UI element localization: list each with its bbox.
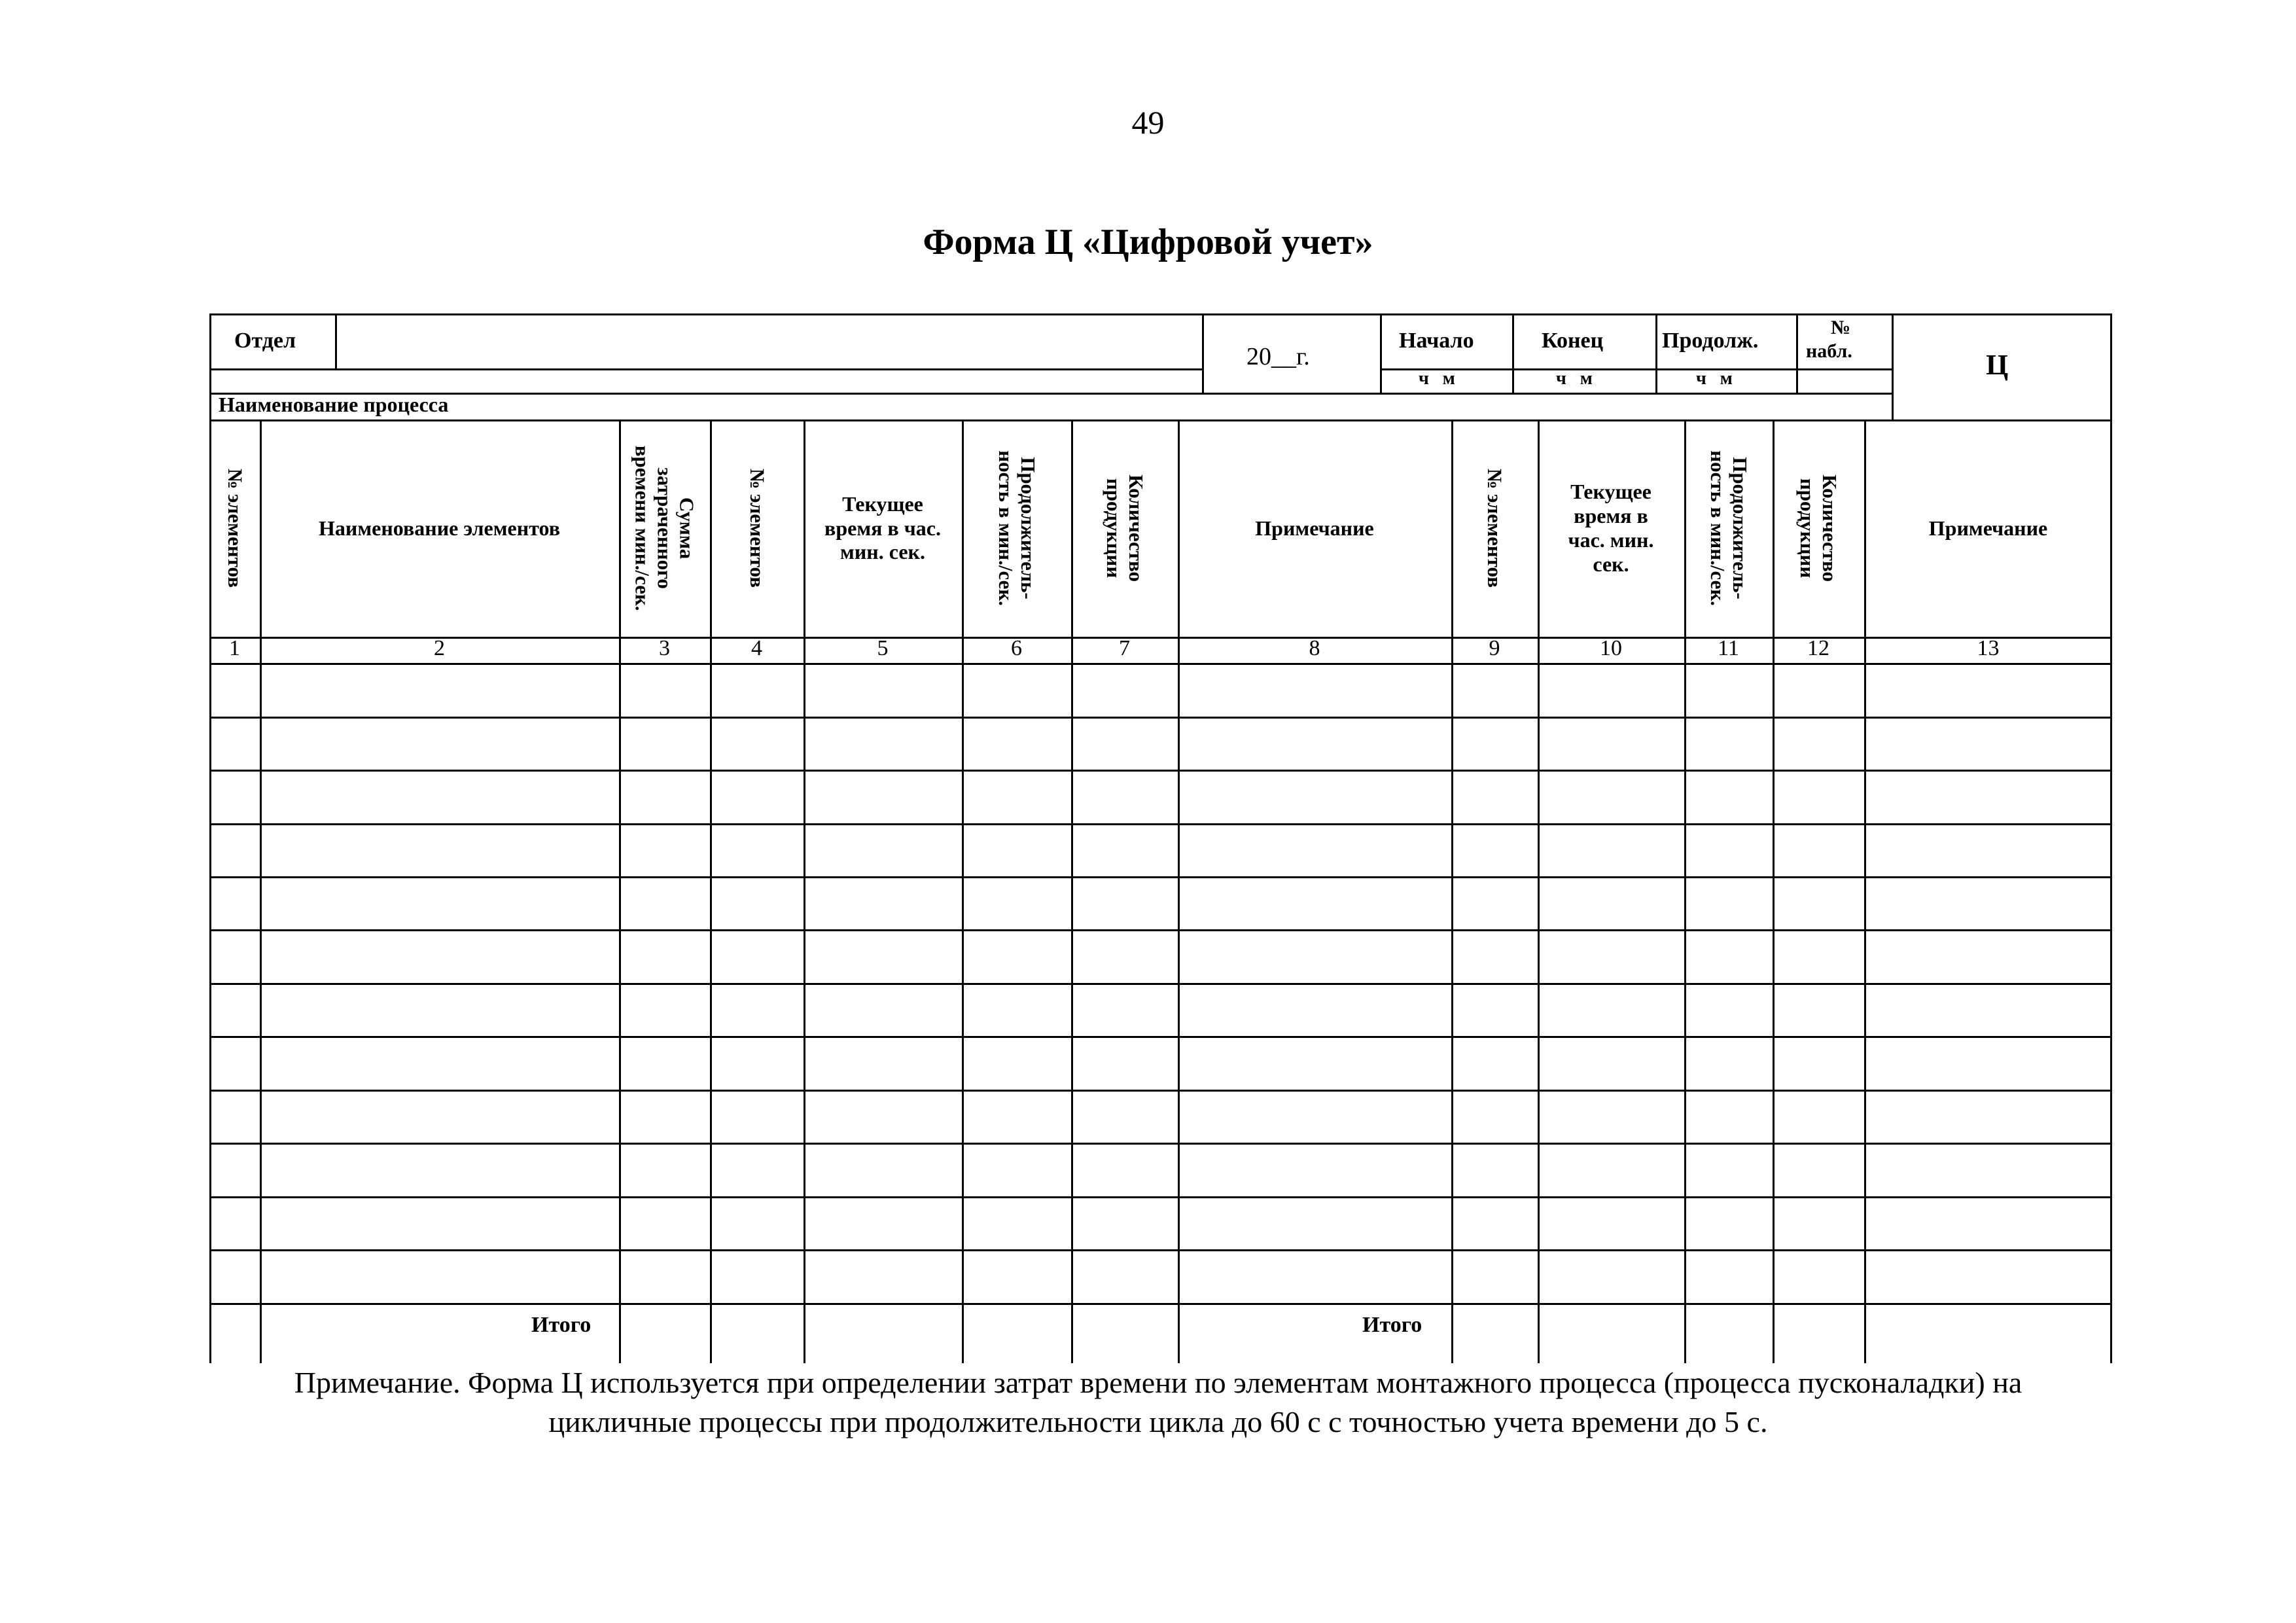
col-header-current-time-2: Текущее время в час. мин. сек. [1568, 480, 1654, 576]
column-number: 5 [877, 636, 889, 660]
column-number: 3 [659, 636, 670, 660]
observation-label: набл. [1806, 340, 1852, 362]
column-number: 7 [1119, 636, 1130, 660]
column-number: 13 [1977, 636, 2000, 660]
total-label-left: Итого [531, 1313, 592, 1337]
column-number: 6 [1011, 636, 1022, 660]
end-label: Конец [1542, 329, 1604, 353]
duration-hm-label: ч м [1696, 368, 1733, 389]
total-label-right: Итого [1362, 1313, 1422, 1337]
footnote [196, 1363, 2120, 1442]
col-header-element-name: Наименование элементов [319, 516, 560, 540]
column-number: 1 [229, 636, 240, 660]
column-number: 12 [1807, 636, 1829, 660]
end-hm-label: ч м [1556, 368, 1593, 389]
column-number: 8 [1309, 636, 1320, 660]
column-number: 10 [1600, 636, 1622, 660]
department-label: Отдел [234, 329, 296, 353]
column-number: 11 [1718, 636, 1739, 660]
year-label: 20__г. [1246, 343, 1310, 370]
col-header-time-sum: Сумма затраченного времени мин./сек. [631, 445, 699, 611]
observation-number-sign: № [1831, 317, 1851, 338]
col-header-quantity: Количество продукции [1102, 474, 1148, 582]
column-number: 2 [434, 636, 445, 660]
col-header-element-number-3: № элементов [1483, 469, 1507, 588]
start-label: Начало [1399, 329, 1474, 353]
column-number: 9 [1489, 636, 1500, 660]
col-header-note: Примечание [1255, 516, 1374, 540]
col-header-note-2: Примечание [1928, 516, 2048, 540]
start-hm-label: ч м [1419, 368, 1455, 389]
col-header-element-number-2: № элементов [745, 469, 769, 588]
col-header-duration-2: Продолжитель- ность в мин./сек. [1706, 450, 1752, 606]
form-title: Форма Ц «Цифровой учет» [923, 222, 1373, 262]
footnote-line-1: Примечание. Форма Ц используется при определении затрат времени по элементам монтажного процесса (процесса пусконаладки) на [294, 1366, 2022, 1399]
process-name-label: Наименование процесса [219, 393, 449, 416]
page-number: 49 [1131, 104, 1165, 141]
form-code: Ц [1986, 349, 2009, 381]
footnote-line-2: цикличные процессы при продолжительности цикла до 60 с с точностью учета времени до 5 с. [548, 1404, 1768, 1438]
col-header-duration: Продолжитель- ность в мин./сек. [994, 450, 1040, 606]
column-number: 4 [751, 636, 762, 660]
col-header-quantity-2: Количество продукции [1796, 474, 1842, 582]
duration-label: Продолж. [1662, 329, 1759, 353]
col-header-current-time: Текущее время в час. мин. сек. [824, 491, 941, 564]
col-header-element-number: № элементов [223, 469, 247, 588]
